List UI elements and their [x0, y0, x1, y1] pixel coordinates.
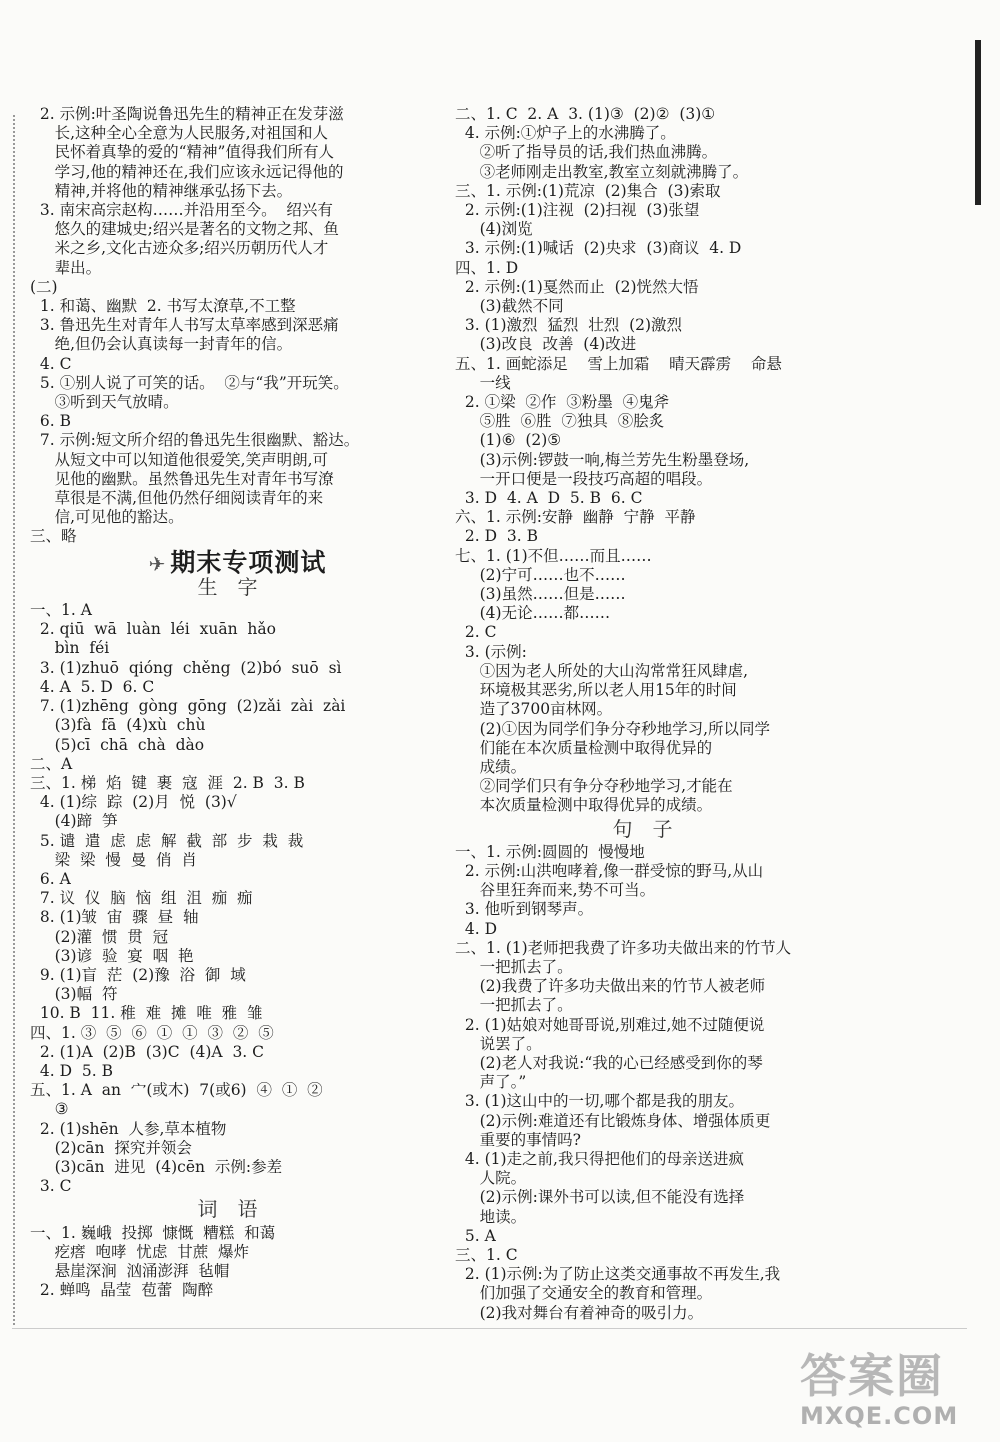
watermark-url: MXQE.COM [800, 1402, 959, 1430]
answer-line: 3. C [30, 1177, 72, 1196]
answer-line: 们加强了交通安全的教育和管理。 [455, 1284, 713, 1303]
answer-line: 四、1. D [455, 258, 519, 277]
answer-line: 三、1. C [455, 1245, 518, 1264]
answer-line: 三、1. 示例:(1)荒凉 (2)集合 (3)索取 [455, 181, 721, 200]
answer-line: 学习,他的精神还在,我们应该永远记得他的 [30, 162, 344, 181]
answer-line: 一、1. A [30, 601, 92, 620]
answer-line: (4)无论……都…… [455, 604, 611, 623]
answer-line: 一、1. 示例:圆圆的 慢慢地 [455, 842, 645, 861]
rocket-icon: ✈ [148, 551, 167, 576]
answer-line: 人院。 [455, 1169, 527, 1188]
answer-line: 1. 和蔼、幽默 2. 书写太潦草,不工整 [30, 297, 296, 316]
margin-dotted-line [13, 115, 15, 1325]
answer-line: (3)fà fā (4)xù chù [30, 716, 206, 735]
answer-line: 七、1. (1)不但……而且…… [455, 546, 652, 565]
watermark [800, 1340, 990, 1435]
answer-line: ③听到天气放晴。 [30, 393, 179, 412]
answer-line: 从短文中可以知道他很爱笑,笑声明朗,可 [30, 450, 328, 469]
answer-line: 六、1. 示例:安静 幽静 宁静 平静 [455, 508, 696, 527]
answer-line: 一把抓去了。 [455, 996, 573, 1015]
answer-line: (5)cī chā chà dào [30, 735, 205, 754]
answer-line: 2. (1)示例:为了防止这类交通事故不再发生,我 [455, 1265, 781, 1284]
answer-line: (2)cān 探究并领会 [30, 1138, 192, 1157]
answer-block-reading [30, 105, 445, 547]
answer-line: 3. (1)这山中的一切,哪个都是我的朋友。 [455, 1092, 744, 1111]
bottom-rule [12, 1328, 967, 1329]
answer-line: 声了。” [455, 1073, 527, 1092]
answer-line: (3)cān 进见 (4)cēn 示例:参差 [30, 1157, 283, 1176]
answer-line: ③老师刚走出教室,教室立刻就沸腾了。 [455, 162, 749, 181]
answer-block-juzi [455, 843, 850, 1323]
answer-block-ciyu-continued [455, 105, 850, 816]
answer-line: 一把抓去了。 [455, 957, 573, 976]
answer-line: 一线 [455, 373, 511, 392]
answer-line: 信,可见他的豁达。 [30, 508, 184, 527]
answer-line: 成绩。 [455, 757, 527, 776]
answer-line: 2. D 3. B [455, 527, 538, 546]
answer-line: 二、A [30, 754, 73, 773]
answer-line: 7. (1)zhēng gòng gōng (2)zǎi zài zài [30, 697, 346, 716]
answer-line: 4. D [455, 919, 497, 938]
answer-line: 造了3700亩林网。 [455, 700, 613, 719]
answer-line: (4)蹄 笋 [30, 812, 118, 831]
answer-line: 3. 南宋高宗赵构……并沿用至今。 绍兴有 [30, 201, 333, 220]
answer-line: 民怀着真挚的爱的“精神”值得我们所有人 [30, 143, 334, 162]
answer-line: 3. (1)zhuō qióng chěng (2)bó suō sì [30, 658, 342, 677]
answer-line: 4. A 5. D 6. C [30, 677, 155, 696]
answer-line: 2. (1)姑娘对她哥哥说,别难过,她不过随便说 [455, 1015, 765, 1034]
answer-line: 9. (1)盲 茫 (2)豫 浴 御 域 [30, 965, 246, 984]
answer-line: 一、1. 巍峨 投掷 慷慨 糟糕 和蔼 [30, 1223, 276, 1242]
answer-line: ⑤胜 ⑥胜 ⑦独具 ⑧脍炙 [455, 412, 665, 431]
answer-line: 4. (1)走之前,我只得把他们的母亲送进疯 [455, 1149, 744, 1168]
answer-line: 7. 议 仪 脑 恼 组 沮 痂 痂 [30, 889, 253, 908]
answer-line: 3. 他听到钢琴声。 [455, 900, 594, 919]
answer-line: 6. A [30, 869, 71, 888]
answer-line: 3. 示例:(1)喊话 (2)央求 (3)商议 4. D [455, 239, 742, 258]
edge-marker [975, 40, 981, 205]
subsection-title-shengzi: 生字 [197, 574, 278, 599]
answer-line: 一开口便是一段技巧高超的唱段。 [455, 469, 713, 488]
answer-line: 5. A [455, 1226, 496, 1245]
answer-line: 五、1. A an 宀(或木) 7(或6) ④ ① ② [30, 1081, 323, 1100]
answer-line: 绝,但仍会认真读每一封青年的信。 [30, 335, 293, 354]
answer-line: (3)虽然……但是…… [455, 585, 626, 604]
answer-line: 谷里狂奔而来,势不可当。 [455, 881, 656, 900]
answer-line: ②同学们只有争分夺秒地学习,才能在 [455, 777, 733, 796]
answer-line: 3. D 4. A D 5. B 6. C [455, 489, 643, 508]
answer-line: 2. ①梁 ②作 ③粉墨 ④鬼斧 [455, 393, 670, 412]
answer-line: 2. (1)shēn 人参,草本植物 [30, 1119, 227, 1138]
answer-line: 悬崖深涧 汹涌澎湃 毡帽 [30, 1261, 230, 1280]
section-title [30, 547, 445, 577]
answer-line: (2)我对舞台有着神奇的吸引力。 [455, 1303, 704, 1322]
answer-line: 环境极其恶劣,所以老人用15年的时间 [455, 681, 737, 700]
answer-line: (3)示例:锣鼓一响,梅兰芳先生粉墨登场, [455, 450, 750, 469]
answer-line: 三、略 [30, 527, 77, 546]
answer-line: (二) [30, 277, 58, 296]
answer-line: 7. 示例:短文所介绍的鲁迅先生很幽默、豁达。 [30, 431, 360, 450]
answer-block-ciyu [30, 1224, 445, 1301]
answer-line: (3)截然不同 [455, 297, 564, 316]
answer-line: 五、1. 画蛇添足 雪上加霜 晴天霹雳 命悬 [455, 354, 782, 373]
answer-line: 重要的事情吗? [455, 1130, 581, 1149]
answer-line: ①因为老人所处的大山沟常常狂风肆虐, [455, 661, 749, 680]
answer-line: 5. ①别人说了可笑的话。 ②与“我”开玩笑。 [30, 373, 349, 392]
answer-line: (2)宁可……也不…… [455, 565, 626, 584]
subsection-title-juzi: 句子 [612, 816, 693, 841]
answer-block-shengzi [30, 601, 445, 1196]
answer-line: 2. qiū wā luàn léi xuān hǎo [30, 620, 276, 639]
answer-line: (3)改良 改善 (4)改进 [455, 335, 637, 354]
answer-line: 4. D 5. B [30, 1061, 113, 1080]
answer-line: 2. 示例:(1)注视 (2)扫视 (3)张望 [455, 201, 700, 220]
subsection-title-ciyu: 词语 [197, 1197, 278, 1222]
answer-line: ②听了指导员的话,我们热血沸腾。 [455, 143, 718, 162]
section-title-text: 期末专项测试 [170, 547, 327, 577]
answer-line: 见他的幽默。虽然鲁迅先生对青年书写潦 [30, 469, 334, 488]
answer-line: 2. 示例:(1)戛然而止 (2)恍然大悟 [455, 277, 699, 296]
answer-line: 2. 蝉鸣 晶莹 苞蕾 陶醉 [30, 1281, 214, 1300]
answer-line: 4. 示例:①炉子上的水沸腾了。 [455, 124, 676, 143]
answer-line: 本次质量检测中取得优异的成绩。 [455, 796, 713, 815]
answer-line: 3. 鲁迅先生对青年人书写太草率感到深恶痛 [30, 316, 339, 335]
watermark-logo: 答案圈 [800, 1349, 944, 1403]
answer-line: 精神,并将他的精神继承弘扬下去。 [30, 181, 293, 200]
answer-line: 们能在本次质量检测中取得优异的 [455, 738, 713, 757]
answer-line: 2. C [455, 623, 497, 642]
answer-line: 4. C [30, 354, 72, 373]
left-column [30, 105, 445, 1300]
answer-line: 2. 示例:山洪咆哮着,像一群受惊的野马,从山 [455, 861, 764, 880]
answer-line: 3. (示例: [455, 642, 527, 661]
answer-line: 10. B 11. 稚 难 摊 唯 雅 雏 [30, 1004, 263, 1023]
answer-line: (3)幅 符 [30, 985, 118, 1004]
answer-line: (4)浏览 [455, 220, 533, 239]
answer-line: (2)灌 惯 贯 冠 [30, 927, 169, 946]
answer-line: 梁 梁 慢 曼 俏 肖 [30, 850, 197, 869]
answer-line: bìn féi [30, 639, 110, 658]
answer-line: (2)我费了许多功夫做出来的竹节人被老师 [455, 977, 766, 996]
answer-line: 2. (1)A (2)B (3)C (4)A 3. C [30, 1042, 265, 1061]
answer-line: 二、1. C 2. A 3. (1)③ (2)② (3)① [455, 105, 716, 123]
answer-line: (3)谚 验 宴 咽 艳 [30, 946, 194, 965]
answer-line: (2)老人对我说:“我的心已经感受到你的琴 [455, 1053, 763, 1072]
answer-line: 长,这种全心全意为人民服务,对祖国和人 [30, 124, 328, 143]
answer-line: 说罢了。 [455, 1034, 542, 1053]
answer-line: 四、1. ③ ⑤ ⑥ ① ① ③ ② ⑤ [30, 1023, 274, 1042]
answer-line: 5. 谴 遣 虑 虑 解 截 部 步 栽 裁 [30, 831, 304, 850]
answer-line: 3. (1)激烈 猛烈 壮烈 (2)激烈 [455, 316, 683, 335]
answer-line: 三、1. 梯 焰 键 裹 寇 涯 2. B 3. B [30, 773, 305, 792]
answer-line: 6. B [30, 412, 71, 431]
answer-line: 悠久的建城史;绍兴是著名的文物之邦、鱼 [30, 220, 339, 239]
answer-line: 4. (1)综 踪 (2)月 悦 (3)√ [30, 793, 237, 812]
answer-line: 辈出。 [30, 258, 102, 277]
answer-line: (1)⑥ (2)⑤ [455, 431, 562, 450]
answer-line: 疙瘩 咆哮 忧虑 甘蔗 爆炸 [30, 1242, 250, 1261]
answer-line: 地读。 [455, 1207, 527, 1226]
answer-line: 2. 示例:叶圣陶说鲁迅先生的精神正在发芽滋 [30, 105, 344, 123]
answer-line: 二、1. (1)老师把我费了许多功夫做出来的竹节人 [455, 938, 792, 957]
answer-line: 8. (1)皱 宙 骤 昼 轴 [30, 908, 199, 927]
answer-line: (2)示例:难道还有比锻炼身体、增强体质更 [455, 1111, 771, 1130]
answer-line: (2)示例:课外书可以读,但不能没有选择 [455, 1188, 745, 1207]
answer-line: ③ [30, 1100, 69, 1119]
answer-line: 米之乡,文化古迹众多;绍兴历朝历代人才 [30, 239, 329, 258]
answer-line: (2)①因为同学们争分夺秒地学习,所以同学 [455, 719, 771, 738]
right-column [455, 105, 850, 1323]
answer-line: 草很是不满,但他仍然仔细阅读青年的来 [30, 489, 324, 508]
